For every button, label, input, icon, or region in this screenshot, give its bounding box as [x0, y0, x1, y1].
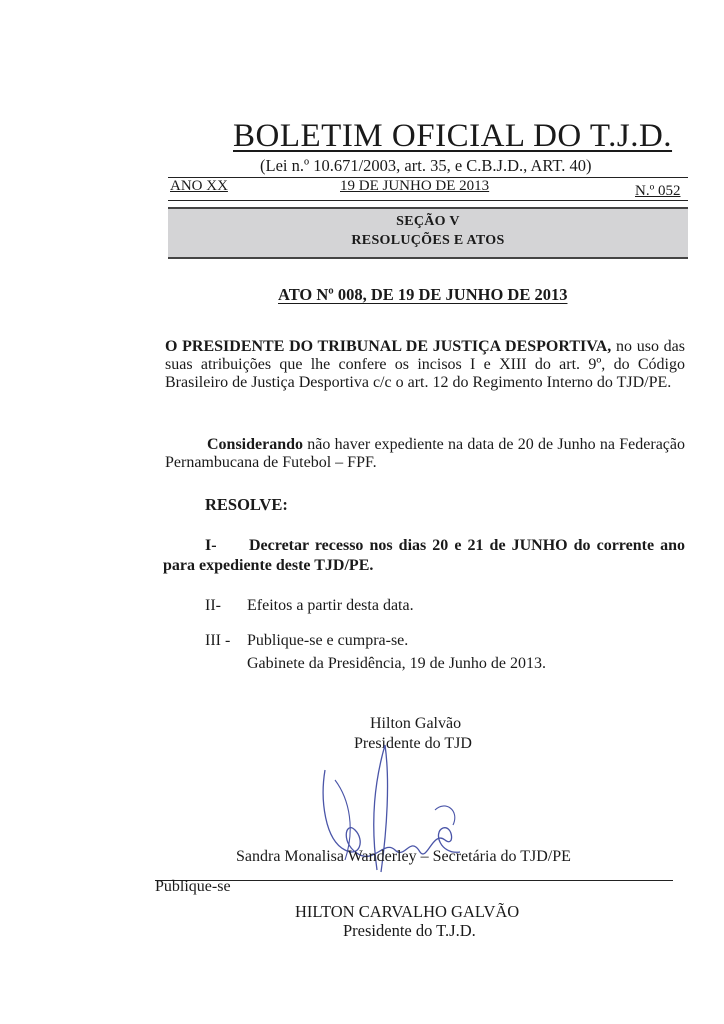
president-role: Presidente do T.J.D. [343, 921, 476, 940]
publish-label: Publique-se [155, 878, 231, 895]
footer-divider [155, 880, 673, 881]
bulletin-year: ANO XX [170, 178, 228, 194]
preamble-text: no uso das suas atribuições que lhe confere os incisos I e XIII do art. 9º, do Código Brasileiro de Justiça Desportiva c/c o art. 12 do Regimento Interno do TJD/PE. [165, 338, 685, 391]
secretary-line: Sandra Monalisa Wanderley – Secretária do TJD/PE [236, 848, 571, 865]
handwritten-signature [315, 740, 475, 890]
resolution-item [205, 632, 408, 650]
header-divider-bottom [168, 200, 688, 201]
considering-bold: Considerando [207, 436, 304, 453]
resolution-item [205, 597, 414, 615]
bulletin-date: 19 DE JUNHO DE 2013 [340, 178, 490, 194]
item-number: III - [205, 632, 231, 649]
bulletin-number: N.º 052 [635, 183, 681, 199]
resolution-item [163, 536, 685, 576]
bulletin-subtitle: (Lei n.º 10.671/2003, art. 35, e C.B.J.D., ART. 40) [260, 156, 592, 175]
bulletin-title: BOLETIM OFICIAL DO T.J.D. [233, 118, 673, 154]
act-title: ATO Nº 008, DE 19 DE JUNHO DE 2013 [278, 285, 568, 304]
item-number: II- [205, 597, 221, 614]
item-text: Publique-se e cumpra-se. [247, 632, 409, 649]
section-subtitle: RESOLUÇÕES E ATOS [351, 233, 505, 248]
signatory-name: Hilton Galvão [370, 715, 462, 732]
president-name: HILTON CARVALHO GALVÃO [295, 902, 520, 921]
preamble-paragraph [165, 338, 685, 392]
preamble-bold: O PRESIDENTE DO TRIBUNAL DE JUSTIÇA DESPORTIVA, [165, 338, 612, 355]
considering-text: não haver expediente na data de 20 de Junho na Federação Pernambucana de Futebol – FPF. [165, 436, 685, 471]
item-text: Decretar recesso nos dias 20 e 21 de JUNHO do corrente ano para expediente deste TJD/PE. [163, 537, 685, 574]
place-date: Gabinete da Presidência, 19 de Junho de 2013. [247, 655, 547, 672]
item-text: Efeitos a partir desta data. [247, 597, 414, 614]
resolve-heading: RESOLVE: [205, 495, 288, 514]
signatory-role: Presidente do TJD [354, 735, 472, 752]
item-number: I- [205, 537, 217, 554]
considering-paragraph [165, 436, 685, 472]
section-band [168, 207, 688, 259]
section-title: SEÇÃO V [396, 214, 460, 229]
